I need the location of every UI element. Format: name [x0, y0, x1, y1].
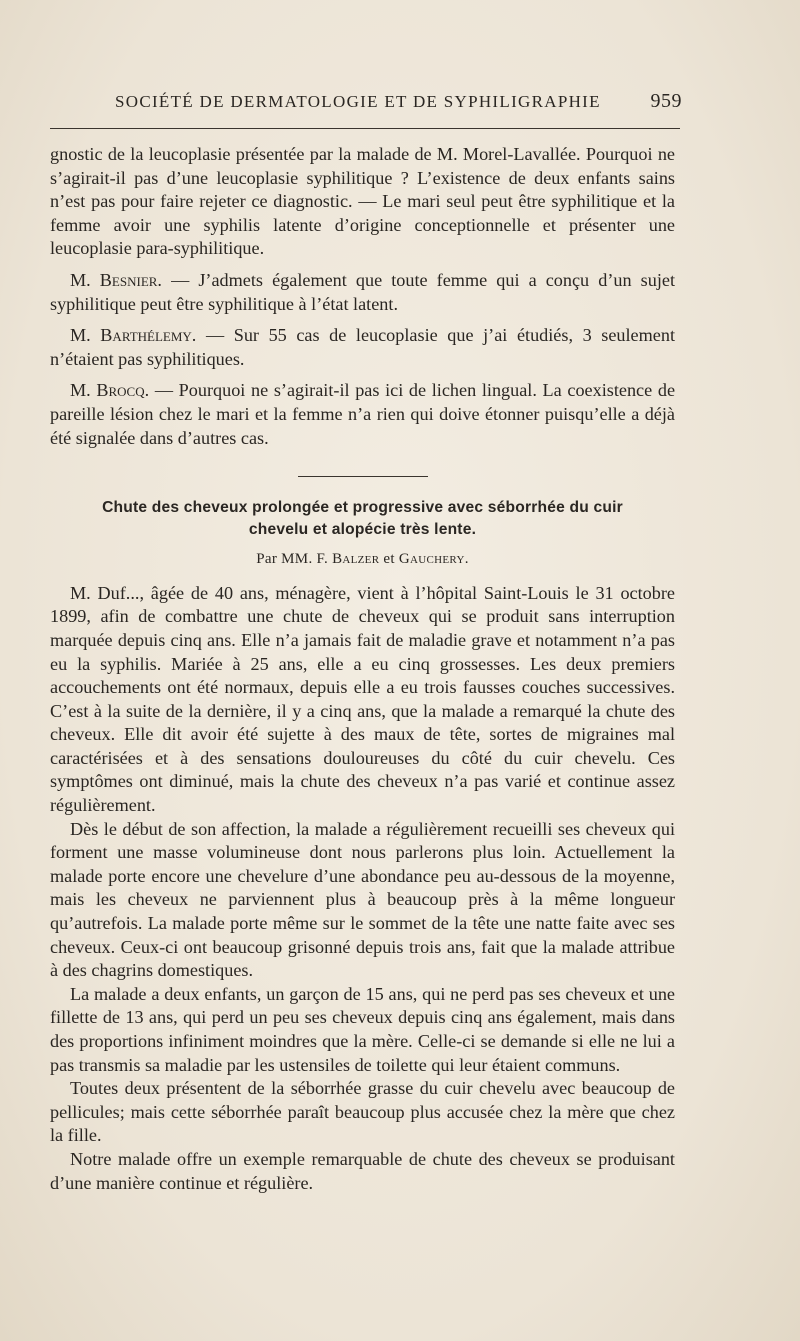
author-name: Balzer [332, 551, 380, 568]
header-rule [50, 128, 680, 129]
article-title-line-2: chevelu et alopécie très lente. [248, 521, 477, 539]
byline-end: . [464, 551, 469, 568]
speaker-name: M. Besnier. [70, 269, 162, 290]
discussion-paragraph: gnostic de la leucoplasie présentée par la malade de M. Morel-Lavallée. Pourquoi ne s’agirait-il pas d’une leucoplasie syphilitique ? L’existence de deux enfants sains n’est pas pour faire rejeter ce diagnostic. — Le mari seul peut être syphilitique et la femme avoir une syphilis latente d’origine conceptionnelle et présenter une leucoplasie para-syphilitique. [50, 144, 675, 259]
byline-prefix: Par MM. F. [256, 551, 329, 568]
remark-text: — Sur 55 cas de leucoplasie que j’ai étudiés, 3 seulement n’étaient pas syphilitiques. [50, 325, 675, 369]
page-number: 959 [650, 90, 682, 112]
running-header [115, 90, 682, 113]
byline-and: et [383, 551, 395, 568]
running-title: SOCIÉTÉ DE DERMATOLOGIE ET DE SYPHILIGRAPHIE [115, 92, 601, 111]
speaker-name: M. Barthélemy. [70, 325, 197, 346]
author-name: Gauchery [398, 551, 465, 568]
remark-brocq [50, 379, 675, 450]
remark-text: — J’admets également que toute femme qui a conçu d’un sujet syphilitique peut être syphilitique à l’état latent. [50, 269, 676, 314]
remark-barthelemy [50, 324, 675, 371]
article-title-line-1: Chute des cheveux prolongée et progressive avec séborrhée du cuir [102, 499, 623, 517]
article-paragraph: Toutes deux présentent de la séborrhée grasse du cuir chevelu avec beaucoup de pellicules; mais cette séborrhée paraît beaucoup plus accusée chez la mère que chez la fille. [50, 1078, 675, 1146]
remark-besnier [50, 269, 675, 316]
article-paragraph: Dès le début de son affection, la malade a régulièrement recueilli ses cheveux qui forment une masse volumineuse dont nous parlerons plus loin. Actuellement la malade porte encore une chevelure d’une abondance peu au-dessous de la moyenne, mais les cheveux ne parviennent plus à beaucoup près à la même longueur qu’autrefois. La malade porte même sur le sommet de la tête une natte faite avec ses cheveux. Ceux-ci ont beaucoup grisonné depuis trois ans, fait que la malade attribue à des chagrins domestiques. [50, 818, 675, 981]
article-paragraph: La malade a deux enfants, un garçon de 15 ans, qui ne perd pas ses cheveux et une fillette de 13 ans, qui perd un peu ses cheveux depuis cinq ans également, mais dans des proportions infiniment moindres que la mère. Celle-ci se demande si elle ne lui a pas transmis sa maladie par les ustensiles de toilette qui leur étaient communs. [50, 983, 675, 1075]
section-divider [298, 476, 428, 477]
article-paragraph: M. Duf..., âgée de 40 ans, ménagère, vient à l’hôpital Saint-Louis le 31 octobre 1899, afin de combattre une chute de cheveux qui se produit sans interruption marquée depuis cinq ans. Elle n’a jamais fait de maladie grave et notamment n’a pas eu la syphilis. Mariée à 25 ans, elle a eu cinq grossesses. Les deux premiers accouchements ont été normaux, depuis elle a eu trois fausses couches successives. C’est à la suite de la dernière, il y a cinq ans, que la malade a remarqué la chute des cheveux. Elle dit avoir été sujette à des maux de tête, sortes de migraines mal caractérisées et à des sensations douloureuses du côté du cuir chevelu. Ces symptômes ont diminué, mais la chute des cheveux n’a pas varié et continue assez régulièrement. [50, 582, 675, 816]
body-text [50, 143, 675, 1195]
article-paragraph: Notre malade offre un exemple remarquable de chute des cheveux se produisant d’une manière continue et régulière. [50, 1148, 675, 1193]
remark-text: — Pourquoi ne s’agirait-il pas ici de lichen lingual. La coexistence de pareille lésion chez le mari et la femme n’a rien qui doive étonner puisqu’elle a déjà été signalée dans d’autres cas. [50, 380, 676, 448]
speaker-name: M. Brocq. [70, 380, 150, 401]
article-byline [50, 548, 675, 572]
article-title [50, 497, 675, 541]
